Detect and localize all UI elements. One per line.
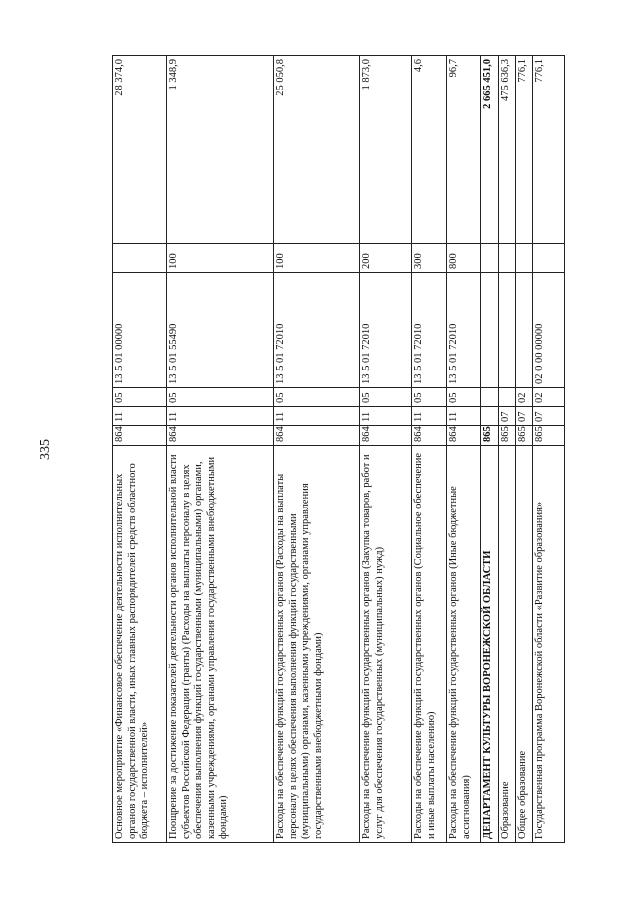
row-name: Поощрение за достижение показателей деятельности органов исполнительной власти субъектов Российской Федерации (гранты) (Расходы на выплаты персоналу в целях обеспечения выполнения функций государственными (муниципальными) органами, казенными учреждениями, органами управления государственными внебюджетными фондами) bbox=[167, 446, 274, 843]
row-name: Расходы на обеспечение функций государственных органов (Расходы на выплаты персоналу в целях обеспечения выполнения функций государственными (муниципальными) органами, казенными учреждениями, органами управления государственными внебюджетными фондами) bbox=[274, 446, 360, 843]
row-rz: 11 bbox=[113, 407, 167, 426]
row-vr: 100 bbox=[167, 244, 274, 273]
row-name: Общее образование bbox=[516, 446, 533, 843]
row-grbs: 865 bbox=[516, 426, 533, 446]
row-name: Государственная программа Воронежской области «Развитие образования» bbox=[533, 446, 565, 843]
row-rz: 11 bbox=[447, 407, 481, 426]
row-csr bbox=[516, 273, 533, 388]
row-grbs: 864 bbox=[447, 426, 481, 446]
row-rz: 11 bbox=[412, 407, 447, 426]
row-grbs: 864 bbox=[274, 426, 360, 446]
row-name: Расходы на обеспечение функций государственных органов (Иные бюджетные ассигнования) bbox=[447, 446, 481, 843]
row-sum: 2 665 451,0 bbox=[481, 56, 499, 244]
row-vr bbox=[481, 244, 499, 273]
row-rz: 11 bbox=[360, 407, 412, 426]
row-grbs: 865 bbox=[533, 426, 565, 446]
row-sum: 1 873,0 bbox=[360, 56, 412, 244]
table-frame bbox=[112, 56, 545, 843]
row-sum: 776,1 bbox=[533, 56, 565, 244]
row-vr bbox=[516, 244, 533, 273]
row-csr: 13 5 01 72010 bbox=[447, 273, 481, 388]
row-grbs: 864 bbox=[360, 426, 412, 446]
row-sum: 96,7 bbox=[447, 56, 481, 244]
row-vr: 300 bbox=[412, 244, 447, 273]
row-grbs: 865 bbox=[481, 426, 499, 446]
rotated-table bbox=[112, 56, 545, 843]
row-grbs: 864 bbox=[412, 426, 447, 446]
row-vr: 200 bbox=[360, 244, 412, 273]
row-name: Образование bbox=[499, 446, 516, 843]
row-csr: 13 5 01 55490 bbox=[167, 273, 274, 388]
table-row bbox=[533, 56, 565, 843]
row-vr: 800 bbox=[447, 244, 481, 273]
row-sum: 776,1 bbox=[516, 56, 533, 244]
row-pr: 05 bbox=[447, 388, 481, 407]
row-csr: 13 5 01 72010 bbox=[412, 273, 447, 388]
row-pr bbox=[499, 388, 516, 407]
table-row bbox=[499, 56, 516, 843]
table-row bbox=[167, 56, 274, 843]
row-grbs: 864 bbox=[167, 426, 274, 446]
table-row bbox=[360, 56, 412, 843]
row-rz: 07 bbox=[499, 407, 516, 426]
table-row bbox=[481, 56, 499, 843]
row-rz: 11 bbox=[274, 407, 360, 426]
row-name: Расходы на обеспечение функций государственных органов (Социальное обеспечение и иные выплаты населению) bbox=[412, 446, 447, 843]
row-grbs: 865 bbox=[499, 426, 516, 446]
budget-table bbox=[112, 55, 565, 843]
row-sum: 1 348,9 bbox=[167, 56, 274, 244]
row-sum: 28 374,0 bbox=[113, 56, 167, 244]
row-pr bbox=[481, 388, 499, 407]
row-csr bbox=[481, 273, 499, 388]
table-row bbox=[113, 56, 167, 843]
row-rz: 11 bbox=[167, 407, 274, 426]
row-grbs: 864 bbox=[113, 426, 167, 446]
row-pr: 02 bbox=[533, 388, 565, 407]
table-row bbox=[274, 56, 360, 843]
row-csr: 13 5 01 72010 bbox=[274, 273, 360, 388]
row-pr: 05 bbox=[274, 388, 360, 407]
row-vr: 100 bbox=[274, 244, 360, 273]
row-vr bbox=[533, 244, 565, 273]
table-row bbox=[447, 56, 481, 843]
row-name: ДЕПАРТАМЕНТ КУЛЬТУРЫ ВОРОНЕЖСКОЙ ОБЛАСТИ bbox=[481, 446, 499, 843]
row-sum: 4,6 bbox=[412, 56, 447, 244]
row-pr: 05 bbox=[167, 388, 274, 407]
row-csr: 13 5 01 72010 bbox=[360, 273, 412, 388]
row-pr: 05 bbox=[113, 388, 167, 407]
row-pr: 02 bbox=[516, 388, 533, 407]
row-rz bbox=[481, 407, 499, 426]
table-row bbox=[516, 56, 533, 843]
row-vr bbox=[499, 244, 516, 273]
table-row bbox=[412, 56, 447, 843]
row-pr: 05 bbox=[412, 388, 447, 407]
row-rz: 07 bbox=[533, 407, 565, 426]
row-csr bbox=[499, 273, 516, 388]
row-name: Расходы на обеспечение функций государственных органов (Закупка товаров, работ и услуг для обеспечения государственных (муниципальных) нужд) bbox=[360, 446, 412, 843]
row-csr: 13 5 01 00000 bbox=[113, 273, 167, 388]
row-name: Основное мероприятие «Финансовое обеспечение деятельности исполнительных органов государственной власти, иных главных распорядителей средств областного бюджета – исполнителей» bbox=[113, 446, 167, 843]
row-sum: 475 636,3 bbox=[499, 56, 516, 244]
row-csr: 02 0 00 00000 bbox=[533, 273, 565, 388]
row-pr: 05 bbox=[360, 388, 412, 407]
page-number: 335 bbox=[38, 439, 53, 460]
row-vr bbox=[113, 244, 167, 273]
row-rz: 07 bbox=[516, 407, 533, 426]
row-sum: 25 050,8 bbox=[274, 56, 360, 244]
